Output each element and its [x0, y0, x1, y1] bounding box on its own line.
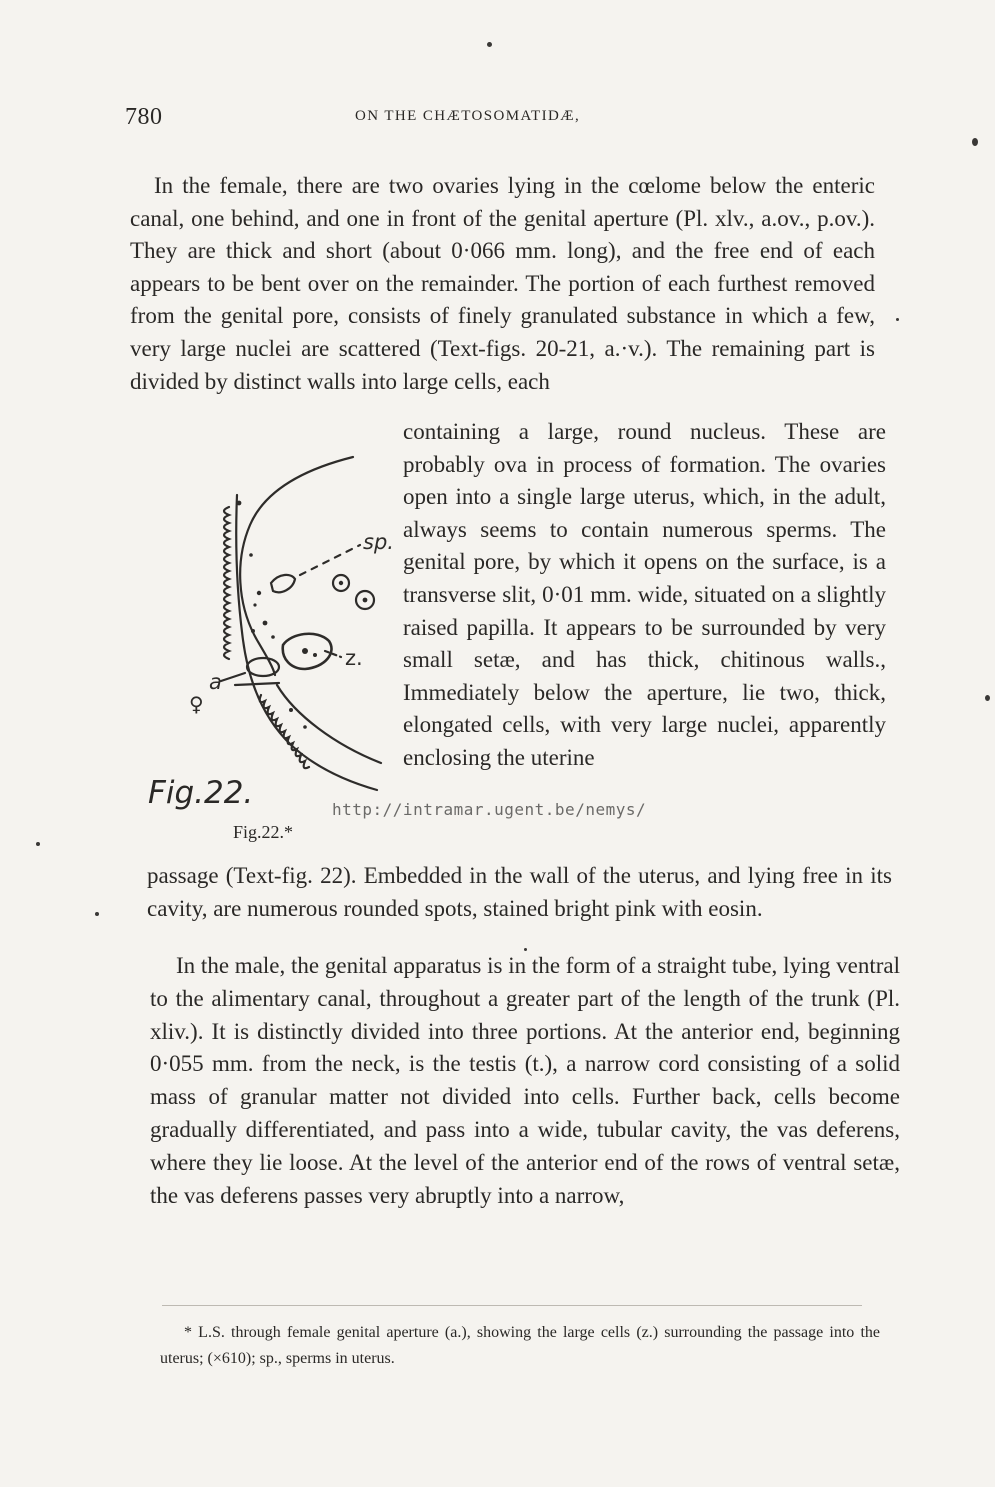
figure-label-female: ♀ [189, 692, 204, 716]
paragraph-female-lead: In the female, there are two ovaries lying in the cœlome below the enteric canal, one behind, and one in front of the genital aperture (Pl. xlv., a.ov., p.ov.). They are thick and short (about 0·066 mm. long), and the free end of each appears to be bent over on the remainder. The portion of each furthest removed from the genital pore, consists of finely granulated substance in which a few, very large nuclei are scattered (Text-figs. 20-21, a.·v.). The remaining part is divided by distinct walls into large cells, each [130, 173, 875, 394]
figure-22-drawing [189, 445, 395, 815]
speck [972, 138, 978, 146]
speck [524, 948, 527, 951]
library-stamp-url: http://intramar.ugent.be/nemys/ [332, 800, 647, 819]
figure-label-a: a [209, 670, 222, 694]
figure-caption: Fig.22.* [233, 822, 294, 842]
uterus-outer-curve [240, 457, 353, 675]
speck [985, 695, 990, 701]
figure-label-z: z. [345, 646, 363, 670]
running-head: ON THE CHÆTOSOMATIDÆ, [355, 108, 581, 124]
nucleus-a [247, 658, 279, 676]
footnote: * L.S. through female genital aperture (a.), showing the large cells (z.) surrounding the passage into the uterus; (×610); sp., sperms in uterus. [160, 1324, 880, 1367]
speck [36, 842, 40, 846]
paragraph-female-wrap: containing a large, round nucleus. These are probably ova in process of formation. The ovaries open into a single large uterus, which, in the adult, always seems to contain numerous sperms. The genital pore, by which it opens on the surface, is a transverse slit, 0·01 mm. wide, situated on a slightly raised papilla. It appears to be surrounded by very small setæ, and has thick, chitinous walls., Immediately below the aperture, lie two, thick, elongated cells, with very large nuclei, apparently enclosing the uterine [403, 419, 886, 770]
speck [95, 912, 99, 916]
setae-fringe [224, 507, 229, 659]
figure-handwritten-label: Fig.22. [148, 775, 254, 811]
speck [896, 318, 899, 321]
pointer-z [325, 651, 341, 657]
footnote-rule [162, 1305, 862, 1306]
setae-fringe-lower [260, 695, 309, 768]
lower-wall [277, 685, 381, 763]
figure-label-sp: sp. [363, 530, 394, 554]
pointer-a [221, 673, 245, 681]
pointer-sp [300, 545, 360, 575]
page-number: 780 [125, 104, 163, 130]
paragraph-male: In the male, the genital apparatus is in the form of a straight tube, lying ventral to the alimentary canal, throughout a greater part of the length of the trunk (Pl. xliv.). It is distinctly divided into three portions. At the anterior end, beginning 0·055 mm. from the neck, is the testis (t.), a narrow cord consisting of a solid mass of granular matter not divided into cells. Further back, cells become gradually differentiated, and pass into a wide, tubular cavity, the vas deferens, where they lie loose. At the level of the anterior end of the rows of ventral setæ, the vas deferens passes very abruptly into a narrow, [150, 953, 900, 1208]
sperm-cell [271, 575, 295, 592]
paragraph-female-tail: passage (Text-fig. 22). Embedded in the wall of the uterus, and lying free in its cavity, are numerous rounded spots, stained bright pink with eosin. [147, 863, 892, 921]
speck [487, 42, 492, 47]
aperture-line [235, 683, 279, 685]
